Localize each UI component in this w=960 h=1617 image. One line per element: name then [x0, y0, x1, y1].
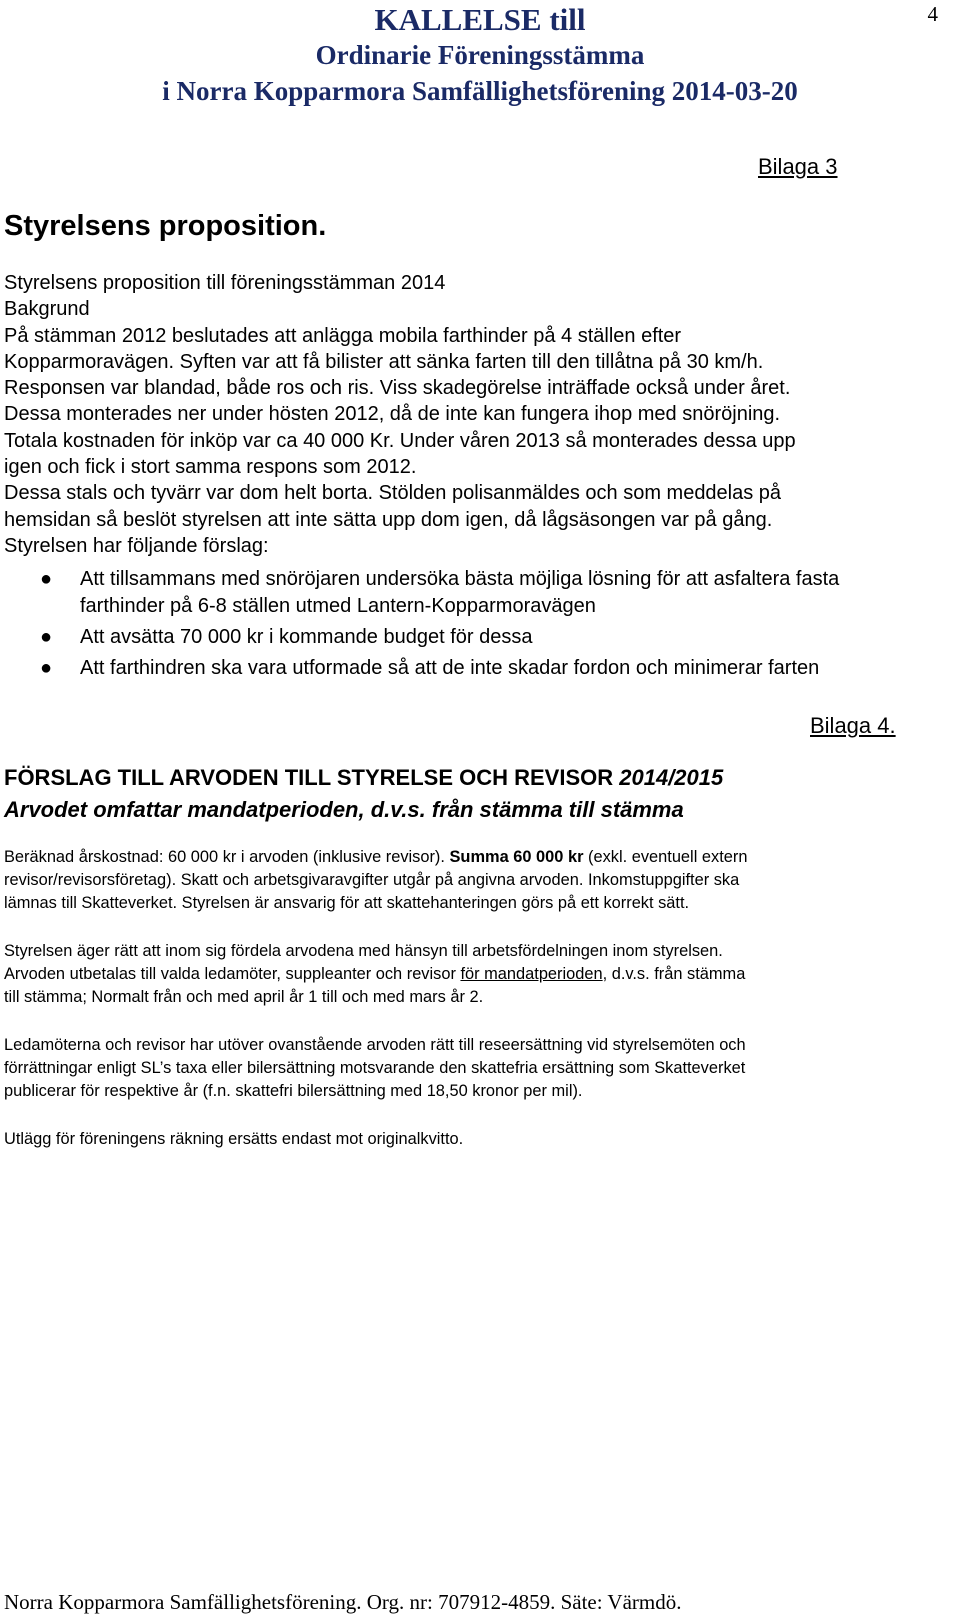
fee-paragraph-1: [4, 846, 956, 915]
body-line: Totala kostnaden för inköp var ca 40 000 Kr. Under våren 2013 så monterades dessa upp: [4, 429, 796, 452]
proposition-body: [4, 270, 954, 559]
page-footer: Norra Kopparmora Samfällighetsförening. Org. nr: 707912-4859. Säte: Värmdö.: [4, 1590, 682, 1614]
total-amount: Summa 60 000 kr: [449, 848, 584, 866]
proposal-list: [0, 566, 950, 686]
fee-title-year: 2014/2015: [619, 765, 724, 790]
body-line: Dessa stals och tyvärr var dom helt borta. Stölden polisanmäldes och som meddelas på: [4, 482, 782, 505]
fee-paragraph-3: [4, 1034, 956, 1103]
bilaga-3-label: Bilaga 3: [758, 154, 838, 179]
fee-paragraph-2: [4, 940, 956, 1009]
page-number: 4: [927, 2, 938, 26]
header-association: i Norra Kopparmora Samfällighetsförening 2014-03-20: [162, 76, 798, 106]
paragraph-line: publicerar för respektive år (f.n. skattefri bilersättning med 18,50 kronor per mil).: [4, 1082, 583, 1100]
body-line: Dessa monterades ner under hösten 2012, då de inte kan fungera ihop med snöröjning.: [4, 403, 781, 426]
bullet-icon: ●: [40, 626, 53, 648]
text-run: Arvoden utbetalas till valda ledamöter, suppleanter och revisor: [4, 965, 461, 983]
body-line: Styrelsens proposition till föreningsstämman 2014: [4, 272, 446, 294]
text-run: , d.v.s. från stämma: [602, 965, 746, 983]
paragraph-line: [4, 963, 956, 986]
fee-proposal-title: [4, 765, 723, 791]
fee-proposal-subtitle: Arvodet omfattar mandatperioden, d.v.s. från stämma till stämma: [4, 797, 684, 822]
list-item-text: Att avsätta 70 000 kr i kommande budget för dessa: [80, 626, 533, 648]
paragraph-line: till stämma; Normalt från och med april år 1 till och med mars år 2.: [4, 988, 484, 1006]
body-line: Styrelsen har följande förslag:: [4, 534, 269, 557]
bullet-icon: ●: [40, 568, 53, 590]
underlined-text: för mandatperioden: [460, 965, 603, 983]
body-line: Bakgrund: [4, 298, 90, 321]
list-item: [0, 566, 950, 620]
body-line: Kopparmoravägen. Syften var att få bilister att sänka farten till den tillåtna på 30 km/h.: [4, 350, 764, 373]
list-item: [0, 655, 950, 682]
list-item-text: Att farthindren ska vara utformade så att de inte skadar fordon och minimerar farten: [80, 657, 820, 679]
proposition-title: Styrelsens proposition.: [4, 210, 327, 242]
header-title: KALLELSE till: [374, 2, 586, 37]
paragraph-line: Ledamöterna och revisor har utöver ovanstående arvoden rätt till reseersättning vid styrelsemöten och: [4, 1036, 746, 1054]
body-line: igen och fick i stort samma respons som 2012.: [4, 456, 417, 479]
body-line: På stämman 2012 beslutades att anlägga mobila farthinder på 4 ställen efter: [4, 324, 682, 347]
paragraph-line: Styrelsen äger rätt att inom sig fördela arvodena med hänsyn till arbetsfördelningen inom styrelsen.: [4, 942, 723, 960]
text-run: (exkl. eventuell extern: [583, 848, 748, 866]
paragraph-line: [4, 846, 956, 869]
body-line: Responsen var blandad, både ros och ris. Viss skadegörelse inträffade också under året.: [4, 377, 791, 400]
bullet-icon: ●: [40, 657, 53, 679]
list-item: [0, 624, 950, 651]
paragraph-line: Utlägg för föreningens räkning ersätts endast mot originalkvitto.: [4, 1130, 464, 1148]
paragraph-line: lämnas till Skatteverket. Styrelsen är ansvarig för att skattehanteringen görs på ett korrekt sätt.: [4, 894, 690, 912]
body-line: hemsidan så beslöt styrelsen att inte sätta upp dom igen, då lågsäsongen var på gång.: [4, 508, 773, 531]
fee-paragraph-4: [4, 1128, 956, 1151]
text-run: Beräknad årskostnad: 60 000 kr i arvoden (inklusive revisor).: [4, 848, 450, 866]
header-subtitle: Ordinarie Föreningsstämma: [315, 40, 645, 70]
paragraph-line: förrättningar enligt SL’s taxa eller bilersättning motsvarande den skattefria ersättning som Skatteverket: [4, 1059, 746, 1077]
list-item-text: farthinder på 6-8 ställen utmed Lantern-Kopparmoravägen: [80, 595, 596, 617]
list-item-text: Att tillsammans med snöröjaren undersöka bästa möjliga lösning för att asfaltera fasta: [80, 568, 840, 590]
bilaga-4-label: Bilaga 4.: [810, 713, 896, 738]
paragraph-line: revisor/revisorsföretag). Skatt och arbetsgivaravgifter utgår på angivna arvoden. Inkomstuppgifter ska: [4, 871, 740, 889]
fee-title-text: FÖRSLAG TILL ARVODEN TILL STYRELSE OCH REVISOR: [4, 765, 620, 790]
